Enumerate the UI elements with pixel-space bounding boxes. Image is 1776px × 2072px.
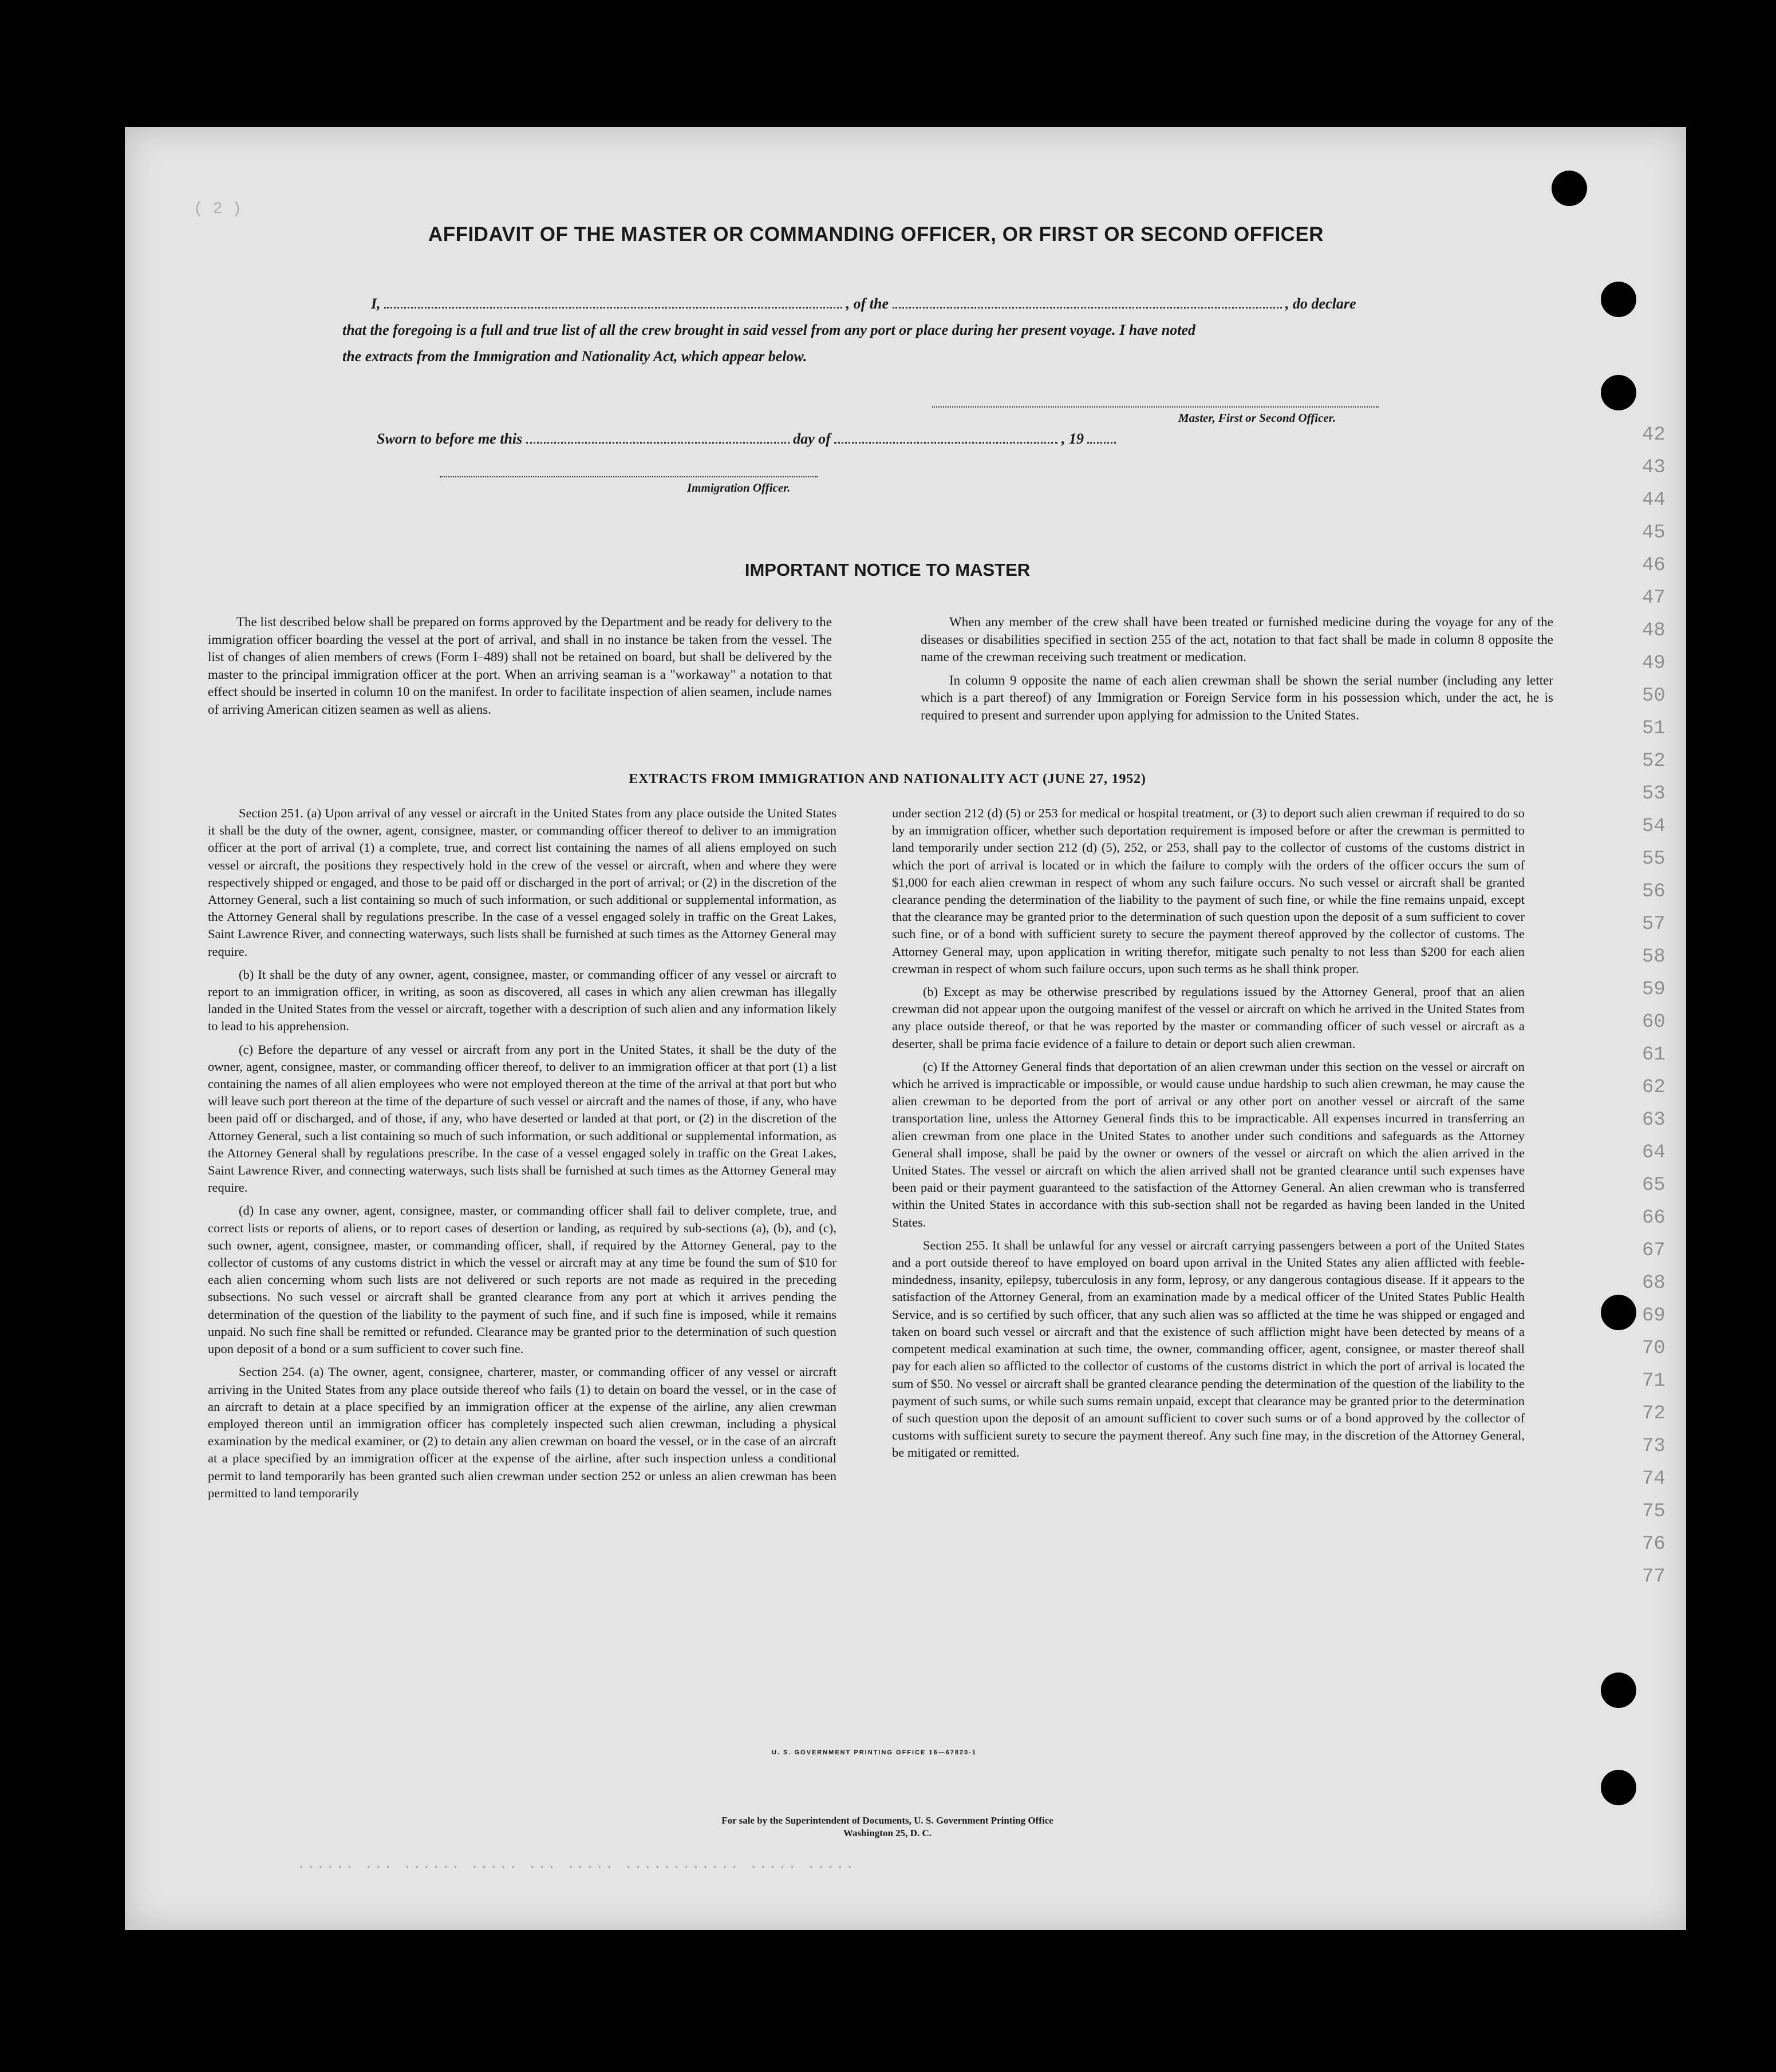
sworn-label: Sworn to before me this [377,430,523,447]
sale-line-1: For sale by the Superintendent of Documents, U. S. Government Printing Office [721,1815,1053,1826]
section-254a-continued: under section 212 (d) (5) or 253 for medical or hospital treatment, or (3) to deport such alien crewman if required to do so by an immigration officer, whether such deportation requirement is imposed before or after the crewman is permitted to land temporarily under section 212 (d) (5), 252, or 253, shall pay to the collector of customs of the customs district in which the port of arrival is located or in which the failure to comply with the orders of the officer occurs the sum of $1,000 for each alien crewman in respect of whom any such failure occurs. No such vessel or aircraft shall be granted clearance pending the determination of the liability to the payment of such fine, or while the fine remains unpaid, except that the clearance may be granted prior to the determination of such question upon the deposit of a sum sufficient to cover such fine, or of a bond with sufficient surety to secure the payment thereof approved by the collector of customs. The Attorney General may, upon application in writing therefor, mitigate such penalty to not less than $200 for each alien crewman in respect of whom such failure occurs, upon such terms as he shall think proper. [892,806,1525,976]
punch-hole [1601,375,1636,410]
extracts-title: EXTRACTS FROM IMMIGRATION AND NATIONALITY ACT (JUNE 27, 1952) [629,772,1146,786]
section-251c: (c) Before the departure of any vessel or aircraft from any port in the United States, it shall be the duty of the owner, agent, consignee, master, or commanding officer thereof, to deliver to an immigration officer at that port (1) a list containing the names of all alien employees who were not employed thereon at the time of the arrival at that port but who will leave such port thereon at the time of the departure of such vessel or aircraft and the names of those, if any, who have been paid off or discharged, and of those, if any, who have deserted or landed at that port, or (2) in the discretion of the Attorney General, such a list containing so much of such information, or such additional or supplemental information, as the Attorney General shall by regulations prescribe. In the case of a vessel engaged solely in traffic on the Great Lakes, Saint Lawrence River, and connecting waterways, such lists shall be furnished at such times as the Attorney General may require. [208,1042,836,1195]
section-251a: Section 251. (a) Upon arrival of any vessel or aircraft in the United States from any place outside the United States it shall be the duty of the owner, agent, consignee, master, or commanding officer thereof to deliver to an immigration officer at the port of arrival (1) a complete, true, and correct list containing the names of all aliens employed on such vessel or aircraft, the positions they respectively hold in the crew of the vessel or aircraft, when and where they were respectively shipped or engaged, and those to be paid off or discharged in the port of arrival; or (2) in the discretion of the Attorney General, such a list containing so much of such information, or such additional or supplemental information, as the Attorney General shall by regulations prescribe. In the case of a vessel engaged solely in traffic on the Great Lakes, Saint Lawrence River, and connecting waterways, such lists shall be furnished at such times as the Attorney General may require. [208,806,836,959]
section-251d: (d) In case any owner, agent, consignee, master, or commanding officer shall fail to deliver complete, true, and correct lists or reports of aliens, or to report cases of desertion or landing, as required by sub-sections (a), (b), and (c), such owner, agent, consignee, master, or commanding officer, shall, if required by the Attorney General, pay to the collector of customs of any customs district in which the vessel or aircraft may at any time be found the sum of $10 for each alien concerning whom such lists are not delivered or such reports are not made as required in the preceding subsections. No such vessel or aircraft shall be granted clearance from any port at which it arrives pending the determination of the question of the liability to the payment of such fine, and if such fine is imposed, while it remains unpaid. No such fine shall be remitted or refunded. Clearance may be granted prior to the determination of such question upon deposit of a bond or a sum sufficient to cover such fine. [208,1203,836,1357]
notice-right-column [921,614,1553,730]
section-251b: (b) It shall be the duty of any owner, agent, consignee, master, or commanding officer of any vessel or aircraft to report to an immigration officer, in writing, as soon as discovered, all cases in which any alien crewman has illegally landed in the United States from the vessel or aircraft, together with a description of such alien and any information likely to lead to his apprehension. [208,967,836,1034]
affidavit-of-the: , of the [846,295,889,312]
show-through-header: ( 2 ) [194,200,242,218]
extracts-right-column [892,805,1525,1468]
punch-hole [1601,1672,1636,1708]
affidavit-statement-2: the extracts from the Immigration and Nationality Act, which appear below. [342,348,807,365]
affidavit-title: AFFIDAVIT OF THE MASTER OR COMMANDING OFFICER, OR FIRST OR SECOND OFFICER [428,223,1324,246]
punch-hole [1601,282,1636,317]
document-sheet [125,127,1686,1930]
sworn-day-field[interactable] [526,442,790,444]
sale-line-2: Washington 25, D. C. [843,1828,932,1838]
gpo-imprint: U. S. GOVERNMENT PRINTING OFFICE 16—67820-1 [772,1749,977,1756]
extracts-left-column [208,805,836,1508]
master-caption: Master, First or Second Officer. [1178,411,1336,425]
notice-left-paragraph: The list described below shall be prepared on forms approved by the Department and be ready for delivery to the immigration officer boarding the vessel at the port of arrival, and shall in no instance be taken from the vessel. The list of changes of alien members of crews (Form I–489) shall not be retained on board, but shall be delivered by the master to the principal immigration officer at the port. When an arriving seaman is a "workaway" a notation to that effect should be inserted in column 10 on the manifest. In order to facilitate inspection of alien seamen, include names of arriving American citizen seamen as well as aliens. [208,615,832,717]
affidavit-do-declare: , do declare [1285,295,1356,312]
affidavit-statement-1: that the foregoing is a full and true list of all the crew brought in said vessel from any port or place during her present voyage. I have noted [342,322,1196,338]
sworn-line [377,430,1293,448]
sworn-year-field[interactable] [1087,442,1116,444]
immigration-officer-caption: Immigration Officer. [687,481,791,495]
punch-hole [1552,171,1587,206]
affidavit-declarant-line [371,295,1505,313]
show-through-footer: ...... ... ...... ..... ... ..... ............ ..... ..... [297,1856,855,1873]
notice-right-paragraph-2: In column 9 opposite the name of each alien crewman shall be shown the serial number (including any letter which is a part thereof) of any Immigration or Foreign Service form in his possession which, under the act, he is required to present and surrender upon applying for admission to the United States. [921,673,1553,722]
section-254a: Section 254. (a) The owner, agent, consignee, charterer, master, or commanding officer of any vessel or aircraft arriving in the United States from any place outside thereof who fails (1) to detain on board the vessel, or in the case of an aircraft to detain at a place specified by an immigration officer at the expense of the airline, any alien crewman employed thereon until an immigration officer has completely inspected such alien crewman, including a physical examination by the medical examiner, or (2) to detain any alien crewman on board the vessel, or in the case of an aircraft at a place specified by an immigration officer at the expense of the airline, after such inspection unless a conditional permit to land temporarily has been granted such alien crewman under section 252 or unless an alien crewman has been permitted to land temporarily [208,1365,836,1500]
vessel-name-field[interactable] [893,307,1282,309]
notice-title: IMPORTANT NOTICE TO MASTER [744,560,1031,580]
sworn-year-prefix: , 19 [1061,430,1084,447]
sworn-day-of: day of [793,430,831,447]
sale-notice [573,1814,1202,1840]
section-254c: (c) If the Attorney General finds that deportation of an alien crewman under this section on the vessel or aircraft on which he arrived is impracticable or impossible, or would cause undue hardship to such alien crewman, he may cause the alien crewman to be deported from the port of arrival or any other port on another vessel or aircraft of the same transportation line, unless the Attorney General finds this to be impracticable. All expenses incurred in transferring an alien crewman from one place in the United States to another under such conditions and safeguards as the Attorney General shall impose, shall be paid by the owner or owners of the vessel or aircraft on which the alien arrived in the United States. The vessel or aircraft on which the alien arrived shall not be granted clearance until such expenses have been paid or their payment guaranteed to the satisfaction of the Attorney General. An alien crewman who is transferred within the United States in accordance with this sub-section shall not be regarded as having been landed in the United States. [892,1059,1525,1229]
show-through-numbers: 42 43 44 45 46 47 48 49 50 51 52 53 54 55 56 57 58 59 60 61 62 63 64 65 66 67 68 69 70 71 72 73 74 75 76 77 [1642,424,1666,1588]
punch-hole [1601,1295,1636,1330]
punch-hole [1601,1770,1636,1805]
notice-right-paragraph-1: When any member of the crew shall have been treated or furnished medicine during the voyage for any of the diseases or disabilities specified in section 255 of the act, notation to that fact shall be made in column 8 opposite the name of the crewman receiving such treatment or medication. [921,615,1553,664]
section-254b: (b) Except as may be otherwise prescribed by regulations issued by the Attorney General, proof that an alien crewman did not appear upon the outgoing manifest of the vessel or aircraft on which he arrived in the United States from any place outside thereof, or that he was reported by the master or commanding officer of such vessel or aircraft as a deserter, shall be prima facie evidence of a failure to detain or deport such alien crewman. [892,984,1525,1051]
sworn-month-field[interactable] [834,442,1057,444]
section-255: Section 255. It shall be unlawful for any vessel or aircraft carrying passengers between a port of the United States and a port outside thereof to have employed on board upon arrival in the United States any alien afflicted with feeble-mindedness, insanity, epilepsy, tuberculosis in any form, leprosy, or any dangerous contagious disease. If it appears to the satisfaction of the Attorney General, from an examination made by a medical officer of the United States Public Health Service, and is so certified by such officer, that any such alien was so afflicted at the time he was shipped or engaged and taken on board such vessel or aircraft and that the existence of such affliction might have been detected by means of a competent medical examination at such time, the owner, commanding officer, agent, consignee, or master thereof shall pay for each alien so afflicted to the collector of customs of the customs district in which the port of arrival is located the sum of $50. No vessel or aircraft shall be granted clearance pending the determination of the question of the liability to the payment of such sums, or while such sums remain unpaid, except that clearance may be granted prior to the determination of such question upon the deposit of an amount sufficient to cover such sums or of a bond approved by the collector of customs with sufficient surety to secure the payment thereof. Any such fine may, in the discretion of the Attorney General, be mitigated or remitted. [892,1237,1525,1460]
notice-left-column [208,614,832,724]
officer-name-field[interactable] [384,307,842,309]
immigration-officer-signature-line[interactable] [440,476,818,477]
affidavit-i: I, [371,295,381,312]
master-signature-line[interactable] [932,406,1379,408]
